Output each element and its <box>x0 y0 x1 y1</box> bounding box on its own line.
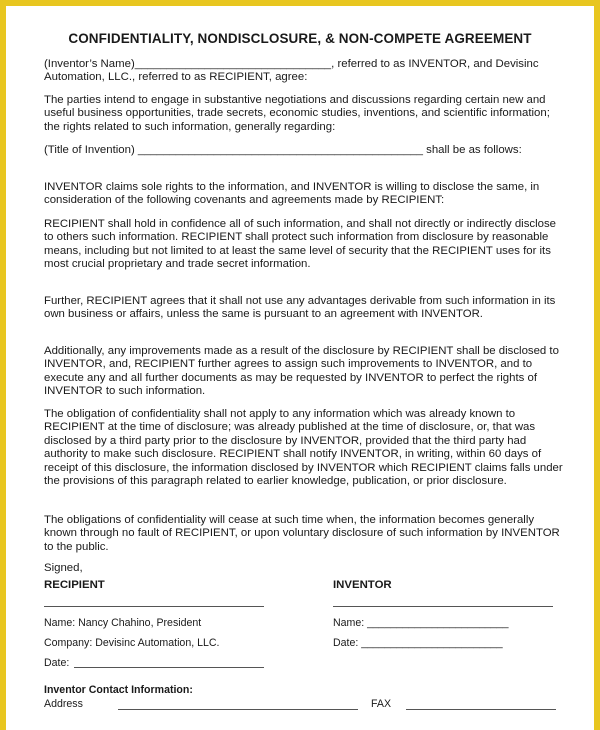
cessation-paragraph: The obligations of confidentiality will cease at such time when, the information becomes generally known through no fault of RECIPIENT, or upon voluntary disclosure of such information by INVENTOR to the public. <box>44 514 560 553</box>
claims-paragraph: INVENTOR claims sole rights to the information, and INVENTOR is willing to disclose the same, in consideration of the following covenants and agreements made by RECIPIENT: <box>44 181 540 207</box>
inventor-signature-line[interactable] <box>333 606 553 607</box>
fax-line[interactable] <box>406 709 556 710</box>
recipient-date-line[interactable] <box>74 667 264 668</box>
confidence-paragraph: RECIPIENT shall hold in confidence all of such information, and shall not directly or indirectly disclose to others such information. RECIPIENT shall protect such information from disclosure by reasonable means, including but not limited to at least the same level of security that the RECIPIENT uses for its most crucial proprietary and trade secret information. <box>44 218 556 271</box>
recipient-date-label: Date: <box>44 657 70 669</box>
improvements-paragraph: Additionally, any improvements made as a result of the disclosure by RECIPIENT shall be disclosed to INVENTOR, and, RECIPIENT further agrees to assign such improvements to INVENTOR, and to execute any and all further documents as may be requested by INVENTOR to perfect the rights of INVENTOR to such information. <box>44 345 559 398</box>
signed-label: Signed, <box>44 562 83 574</box>
recipient-signature-line[interactable] <box>44 606 264 607</box>
exceptions-paragraph: The obligation of confidentiality shall not apply to any information which was already known to RECIPIENT at the time of disclosure; was already published at the time of disclosure, or, that was disclosed by a third party prior to the disclosure by INVENTOR, provided that the third party had authority to make such disclosure. RECIPIENT shall notify INVENTOR, in writing, within 60 days of receipt of this disclosure, the information disclosed by INVENTOR which RECIPIENT claims falls under the provisions of this paragraph related to earlier knowledge, publication, or prior disclosure. <box>44 408 563 488</box>
inventor-name-field[interactable]: Name: ________________________ <box>333 617 509 629</box>
address-label: Address <box>44 698 83 710</box>
document-title: CONFIDENTIALITY, NONDISCLOSURE, & NON-COMPETE AGREEMENT <box>68 31 532 46</box>
address-line[interactable] <box>118 709 358 710</box>
document-page <box>6 6 594 730</box>
contact-heading: Inventor Contact Information: <box>44 684 193 696</box>
inventor-heading: INVENTOR <box>333 579 392 591</box>
recipient-heading: RECIPIENT <box>44 579 105 591</box>
recipient-name: Name: Nancy Chahino, President <box>44 617 202 629</box>
use-paragraph: Further, RECIPIENT agrees that it shall not use any advantages derivable from such information in its own business or affairs, unless the same is pursuant to an agreement with INVENTOR. <box>44 295 556 321</box>
fax-label: FAX <box>371 698 392 710</box>
purpose-paragraph: The parties intend to engage in substantive negotiations and discussions regarding certain new and useful business opportunities, trade secrets, economic studies, inventions, and scientific information; the rights related to such information, generally regarding: <box>44 94 550 133</box>
invention-title-paragraph: (Title of Invention) _____________________________________________ shall be as follows: <box>44 144 522 156</box>
inventor-date-field[interactable]: Date: ________________________ <box>333 637 503 649</box>
recipient-company: Company: Devisinc Automation, LLC. <box>44 637 220 649</box>
intro-paragraph: (Inventor’s Name)_______________________________, referred to as INVENTOR, and Devisinc Automation, LLC., referred to as RECIPIENT, agree: <box>44 58 539 84</box>
